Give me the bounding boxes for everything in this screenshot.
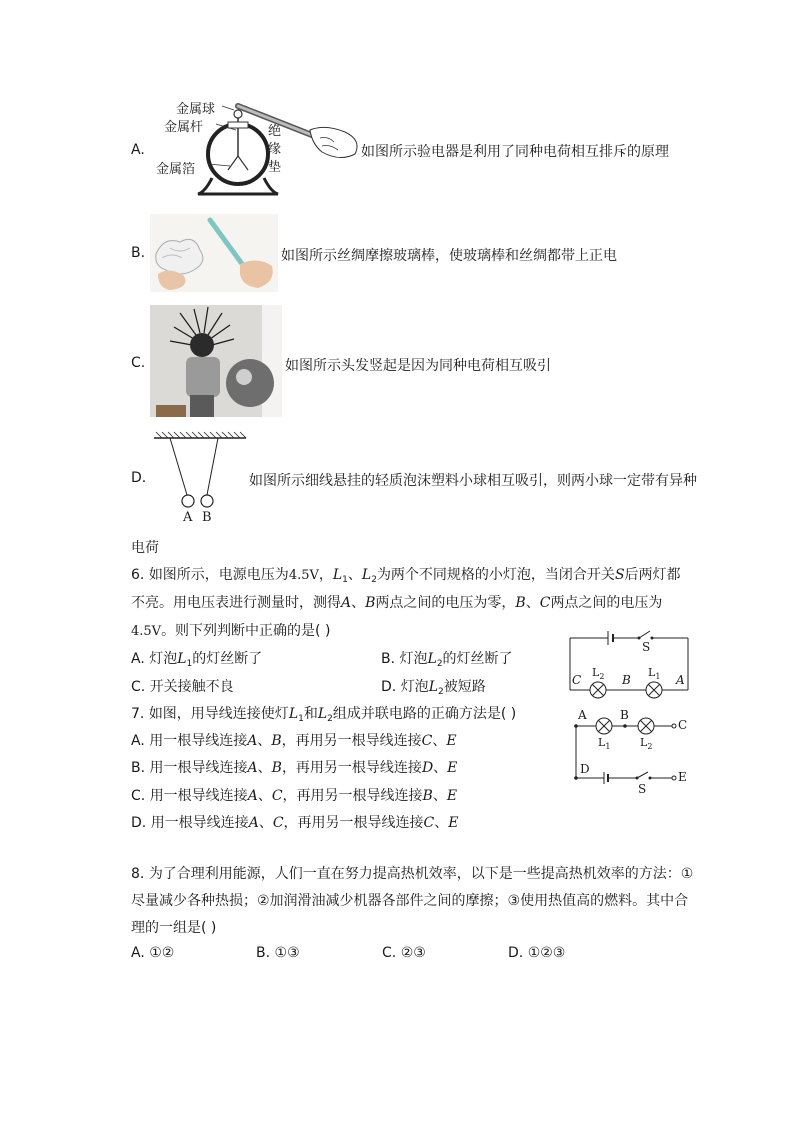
q6-option-c-pre: 开关接触不良 <box>149 679 234 695</box>
q6-option-b <box>381 648 513 669</box>
ball-b-label: B <box>202 510 212 525</box>
q7-circuit-s-label: S <box>638 782 647 796</box>
q6-line2-b: 、 <box>351 595 366 611</box>
q6-point-a: A <box>341 595 352 611</box>
q5-option-d-letter: D. <box>131 470 147 486</box>
q6-option-a <box>131 648 262 669</box>
q7-l2-sub: 2 <box>327 714 333 724</box>
q6-circuit-l2: L <box>592 666 600 679</box>
q7-option-d-t1: 用一根导线连接 <box>150 815 249 831</box>
q7-option-a-p4: E <box>446 733 457 749</box>
q7-circuit-e-label: E <box>678 770 687 784</box>
q8-option-b <box>256 945 300 961</box>
q7-option-a-p2: B <box>271 733 282 749</box>
q7-option-d-letter: D. <box>131 815 147 831</box>
q6-circuit-l1-sub: 1 <box>655 672 661 681</box>
label-pad-1: 绝 <box>268 124 282 139</box>
q6-number: 6. <box>131 567 145 583</box>
q7-option-a <box>131 730 457 750</box>
q7-option-a-t1: 用一根导线连接 <box>149 733 248 749</box>
q6-line3: 。则下列判断中正确的是( ) <box>161 623 331 639</box>
q6-l2-sub: 2 <box>371 575 377 585</box>
q7-option-b-p4: E <box>447 760 458 776</box>
q6-option-b-l: L <box>427 651 437 667</box>
q7-option-a-t2: ，再用另一根导线连接 <box>281 733 422 749</box>
q6-circuit-l1-label <box>648 666 660 681</box>
q5-option-c-letter: C. <box>131 355 146 371</box>
q7-option-b-sep2: 、 <box>433 760 448 776</box>
q7-option-b-sep: 、 <box>257 760 272 776</box>
q7-circuit-l1: L <box>598 736 606 749</box>
q5-option-a-text: 如图所示验电器是利用了同种电荷相互排斥的原理 <box>361 144 669 160</box>
q6-l1: L <box>332 567 343 583</box>
q7-option-b-p1: A <box>247 760 258 776</box>
q6-option-d-letter: D. <box>381 679 397 695</box>
q7-option-c-p1: A <box>247 788 258 804</box>
q6-option-a-letter: A. <box>131 651 145 667</box>
q7-option-c-sep: 、 <box>257 788 272 804</box>
q7-option-c-letter: C. <box>131 788 146 804</box>
q6-line2-a: 不亮。用电压表进行测量时，测得 <box>131 595 341 611</box>
q6-option-c-letter: C. <box>131 679 146 695</box>
q6-circuit-a-label: A <box>676 673 685 687</box>
label-metal-foil: 金属箔 <box>156 162 196 177</box>
silk-glass-rod-photo <box>150 214 278 292</box>
q8-option-c <box>382 945 426 961</box>
q6-l1-sub: 1 <box>342 575 348 585</box>
q7-option-c-sep2: 、 <box>432 788 447 804</box>
q6-option-d <box>381 676 486 697</box>
q7-l2: L <box>317 706 328 722</box>
q6-stem-e: 后两灯都 <box>624 567 681 583</box>
q7-option-b-p2: B <box>271 760 282 776</box>
q7-option-d-t2: ，再用另一根导线连接 <box>283 815 424 831</box>
q8-stem-line2: 尽量减少各种热损；②加润滑油减少机器各部件之间的摩擦；③使用热值高的燃料。其中合 <box>131 893 689 909</box>
q7-option-a-p1: A <box>247 733 258 749</box>
q6-stem-line1 <box>131 564 681 585</box>
q7-stem <box>131 703 516 724</box>
q6-stem-d: 为两个不同规格的小灯泡，当闭合开关 <box>376 567 615 583</box>
q5-option-c-text: 如图所示头发竖起是因为同种电荷相互吸引 <box>285 358 551 374</box>
ball-a-label: A <box>183 510 193 525</box>
q6-line2-d: 、 <box>525 595 540 611</box>
q6-circuit-l2-sub: 2 <box>599 672 605 681</box>
q7-option-b-p3: D <box>421 760 434 776</box>
q6-line2-e: 两点之间的电压为 <box>550 595 663 611</box>
q7-option-d-p4: E <box>448 815 459 831</box>
hanging-balls-figure <box>150 428 250 528</box>
q7-circuit-l1-label <box>598 736 610 751</box>
q6-stem-line3 <box>131 620 330 640</box>
q7-option-d-p1: A <box>248 815 259 831</box>
q6-stem-line2 <box>131 592 662 612</box>
q7-option-d-sep2: 、 <box>434 815 449 831</box>
hair-standing-photo <box>150 305 282 417</box>
q6-circuit-b-label: B <box>622 673 631 687</box>
q5-option-a-letter: A. <box>131 142 145 158</box>
q6-point-b: B <box>365 595 376 611</box>
q7-option-b <box>131 757 457 777</box>
q6-circuit-l1: L <box>648 666 656 679</box>
label-pad-3: 垫 <box>268 160 282 175</box>
q6-option-d-l: L <box>428 679 438 695</box>
q6-option-c <box>131 676 234 696</box>
q6-circuit-c-label: C <box>572 673 582 687</box>
q8-stem-line3: 理的一组是( ) <box>131 920 217 936</box>
q7-option-b-t1: 用一根导线连接 <box>149 760 248 776</box>
q7-option-c <box>131 785 457 805</box>
q7-option-a-sep: 、 <box>257 733 272 749</box>
q6-line2-c: 两点之间的电压为零， <box>375 595 516 611</box>
q7-option-d-sep: 、 <box>258 815 273 831</box>
q6-option-d-pre: 灯泡 <box>400 679 429 695</box>
q6-option-b-sub: 2 <box>436 659 443 669</box>
q7-option-c-p2: C <box>271 788 283 804</box>
q7-number: 7. <box>131 706 145 722</box>
q7-stem-c: 组成并联电路的正确方法是( ) <box>332 706 517 722</box>
label-metal-ball: 金属球 <box>176 102 216 117</box>
q6-stem-c: 、 <box>347 567 362 583</box>
q6-circuit-l2-label <box>592 666 604 681</box>
q6-circuit-s-label: S <box>642 640 651 654</box>
q8-option-d-letter: D. <box>508 945 524 961</box>
q7-option-c-t1: 用一根导线连接 <box>149 788 248 804</box>
q8-option-a-letter: A. <box>131 945 145 961</box>
q7-option-c-p3: B <box>422 788 433 804</box>
q6-option-a-sub: 1 <box>186 659 193 669</box>
q6-circuit-diagram <box>566 628 692 698</box>
q7-circuit-b-label: B <box>620 708 629 722</box>
q7-circuit-c-label: C <box>678 718 688 732</box>
q6-point-b2: B <box>515 595 526 611</box>
q7-circuit-l2: L <box>640 736 648 749</box>
q5-option-d-text-cont: 电荷 <box>131 540 159 556</box>
q7-option-b-t2: ，再用另一根导线连接 <box>281 760 422 776</box>
q6-option-b-pre: 灯泡 <box>399 651 428 667</box>
q8-option-a <box>131 945 174 961</box>
q8-option-d-text: ①②③ <box>527 945 566 961</box>
q7-option-d <box>131 812 458 832</box>
q8-stem-line1 <box>131 863 693 883</box>
q8-option-a-text: ①② <box>149 945 175 961</box>
q7-stem-a: 如图，用导线连接使灯 <box>148 706 289 722</box>
q7-option-d-p3: C <box>423 815 435 831</box>
q6-l2: L <box>361 567 372 583</box>
q7-option-c-t2: ，再用另一根导线连接 <box>282 788 423 804</box>
q7-option-c-p4: E <box>446 788 458 804</box>
q6-line3-voltage: 4.5V <box>131 624 162 639</box>
q8-option-b-letter: B. <box>256 945 271 961</box>
label-pad-2: 缘 <box>268 142 282 157</box>
q7-l1-sub: 1 <box>298 714 304 724</box>
q7-circuit-a-label: A <box>578 708 587 722</box>
q8-option-b-text: ①③ <box>274 945 300 961</box>
q8-number: 8. <box>131 866 145 882</box>
label-metal-rod: 金属杆 <box>164 120 204 135</box>
q7-circuit-l1-sub: 1 <box>605 742 611 751</box>
q6-option-d-post: 被短路 <box>443 679 486 695</box>
electroscope-figure <box>150 96 360 196</box>
q6-stem-b: ， <box>318 567 333 583</box>
q7-option-a-letter: A. <box>131 733 145 749</box>
q7-circuit-l2-sub: 2 <box>647 742 653 751</box>
q8-option-d <box>508 945 565 961</box>
q7-circuit-diagram <box>570 708 694 800</box>
q7-option-a-sep2: 、 <box>432 733 447 749</box>
q6-option-b-letter: B. <box>381 651 396 667</box>
q7-stem-b: 和 <box>303 706 318 722</box>
q5-option-b-letter: B. <box>131 245 146 261</box>
q5-option-d-text: 如图所示细线悬挂的轻质泡沫塑料小球相互吸引，则两小球一定带有异种 <box>249 473 697 489</box>
q7-circuit-d-label: D <box>580 762 590 776</box>
q8-option-c-letter: C. <box>382 945 397 961</box>
q7-option-b-letter: B. <box>131 760 146 776</box>
q6-option-b-post: 的灯丝断了 <box>442 651 513 667</box>
q7-option-a-p3: C <box>421 733 433 749</box>
q7-option-d-p2: C <box>272 815 284 831</box>
q6-point-c: C <box>539 595 551 611</box>
q6-voltage: 4.5V <box>288 568 319 583</box>
q6-option-a-pre: 灯泡 <box>149 651 178 667</box>
q8-line1: 为了合理利用能源，人们一直在努力提高热机效率，以下是一些提高热机效率的方法：① <box>148 866 694 882</box>
q6-option-a-l: L <box>177 651 187 667</box>
q6-s: S <box>614 567 625 583</box>
q6-option-d-sub: 2 <box>437 687 444 697</box>
q7-circuit-l2-label <box>640 736 652 751</box>
q6-option-a-post: 的灯丝断了 <box>192 651 263 667</box>
q7-l1: L <box>288 706 299 722</box>
q8-option-c-text: ②③ <box>400 945 426 961</box>
q6-stem-a: 如图所示，电源电压为 <box>148 567 289 583</box>
q5-option-b-text: 如图所示丝绸摩擦玻璃棒，使玻璃棒和丝绸都带上正电 <box>281 248 617 264</box>
